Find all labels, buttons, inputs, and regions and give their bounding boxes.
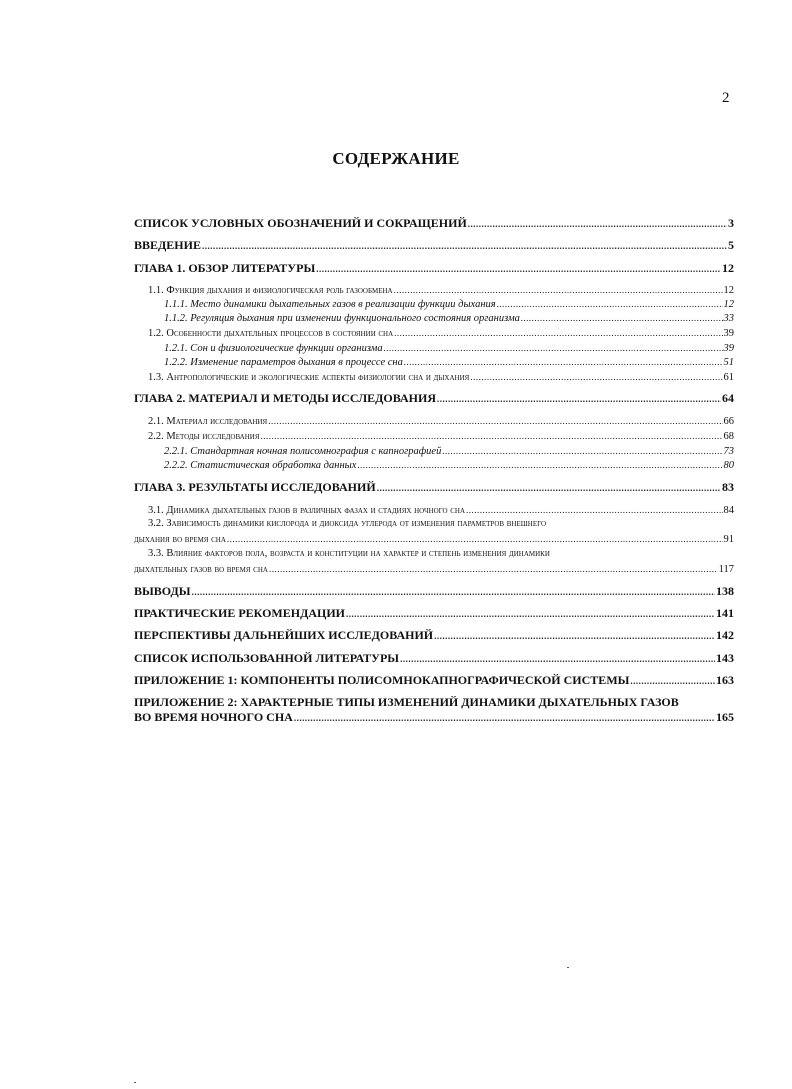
toc-entry-label: ПРИЛОЖЕНИЕ 1: КОМПОНЕНТЫ ПОЛИСОМНОКАПНОГРАФИЧЕСКОЙ СИСТЕМЫ	[134, 673, 630, 687]
toc-entry-section-3-2-line1: 3.2. Зависимость динамики кислорода и диоксида углерода от изменения параметров внешнего	[148, 518, 547, 529]
toc-entry-label: ГЛАВА 3. РЕЗУЛЬТАТЫ ИССЛЕДОВАНИЙ	[134, 480, 376, 494]
toc-entry-abbreviations	[134, 216, 734, 231]
toc-entry-section-1-1	[148, 283, 734, 298]
toc-entry-page: 12	[722, 261, 734, 275]
toc-entry-page: 91	[723, 534, 734, 545]
toc-entry-section-3-3-line1: 3.3. Влияние факторов пола, возраста и конституции на характер и степень изменения динамики	[148, 548, 550, 559]
dot-leader	[202, 239, 727, 253]
toc-entry-section-1-1-1	[164, 297, 734, 312]
toc-entry-label: 2.2. Методы исследования	[148, 431, 260, 442]
toc-entry-label: ПЕРСПЕКТИВЫ ДАЛЬНЕЙШИХ ИССЛЕДОВАНИЙ	[134, 628, 434, 642]
toc-entry-section-2-2-2	[164, 458, 734, 473]
toc-entry-page: 117	[718, 564, 734, 575]
toc-entry-intro	[134, 238, 734, 253]
toc-entry-conclusions	[134, 584, 734, 599]
toc-entry-label: 2.2.1. Стандартная ночная полисомнография с капнографией	[164, 446, 442, 457]
toc-entry-page: 142	[716, 628, 734, 642]
toc-entry-references	[134, 651, 734, 666]
toc-entry-page: 68	[723, 431, 734, 442]
toc-entry-page: 12	[723, 285, 734, 296]
toc-entry-section-1-2	[148, 326, 734, 341]
toc-entry-section-3-3	[134, 562, 734, 577]
toc-entry-chapter-3	[134, 480, 734, 495]
toc-entry-page: 61	[723, 372, 734, 383]
toc-entry-perspectives	[134, 628, 734, 643]
toc-entry-label: 3.1. Динамика дыхательных газов в различных фазах и стадиях ночного сна	[148, 505, 466, 516]
toc-entry-label: ВВЕДЕНИЕ	[134, 238, 201, 252]
dot-leader	[468, 217, 727, 231]
toc-entry-page: 64	[722, 391, 734, 405]
toc-entry-label: 1.1. Функция дыхания и физиологическая роль газообмена	[148, 285, 393, 296]
toc-entry-label: 1.3. Антропологические и экологические аспекты физиологии сна и дыхания	[148, 372, 470, 383]
toc-entry-label: ПРАКТИЧЕСКИЕ РЕКОМЕНДАЦИИ	[134, 606, 346, 620]
dot-leader	[466, 503, 722, 517]
dot-leader	[377, 481, 721, 495]
toc-entry-label: 1.1.1. Место динамики дыхательных газов в реализации функции дыхания	[164, 299, 496, 310]
toc-entry-section-3-2	[134, 532, 734, 547]
toc-entry-section-2-2-1	[164, 444, 734, 459]
dot-leader	[497, 297, 723, 311]
toc-entry-page: 73	[723, 446, 734, 457]
dot-leader	[261, 429, 723, 443]
toc-entry-label: ГЛАВА 1. ОБЗОР ЛИТЕРАТУРЫ	[134, 261, 316, 275]
page-number: 2	[722, 90, 730, 106]
dot-leader	[630, 674, 715, 688]
dot-leader	[268, 414, 722, 428]
toc-entry-section-1-3	[148, 370, 734, 385]
toc-entry-label: ВО ВРЕМЯ НОЧНОГО СНА	[134, 710, 293, 724]
toc-entry-appendix-2-line1: ПРИЛОЖЕНИЕ 2: ХАРАКТЕРНЫЕ ТИПЫ ИЗМЕНЕНИЙ ДИНАМИКИ ДЫХАТЕЛЬНЫХ ГАЗОВ	[134, 695, 679, 709]
toc-entry-page: 39	[723, 328, 734, 339]
dot-leader	[316, 262, 721, 276]
toc-entry-label: дыхательных газов во время сна	[134, 564, 268, 575]
dot-leader	[404, 355, 723, 369]
toc-entry-appendix-2	[134, 710, 734, 725]
toc-entry-page: 39	[723, 343, 734, 354]
toc-entry-page: 84	[723, 505, 734, 516]
toc-entry-page: 33	[723, 313, 734, 324]
dot-leader	[470, 370, 722, 384]
scan-speck	[134, 1082, 136, 1083]
toc-entry-chapter-2	[134, 391, 734, 406]
toc-entry-page: 12	[723, 299, 734, 310]
toc-entry-page: 83	[722, 480, 734, 494]
toc-entry-section-2-1	[148, 414, 734, 429]
toc-entry-recommendations	[134, 606, 734, 621]
toc-entry-page: 51	[723, 357, 734, 368]
toc-entry-label: 2.1. Материал исследования	[148, 416, 268, 427]
dot-leader	[357, 458, 722, 472]
dot-leader	[442, 444, 722, 458]
toc-entry-label: 2.2.2. Статистическая обработка данных	[164, 460, 357, 471]
toc-entry-label: 1.2. Особенности дыхательных процессов в состоянии сна	[148, 328, 394, 339]
toc-entry-section-1-2-2	[164, 355, 734, 370]
toc-entry-page: 5	[728, 238, 734, 252]
toc-entry-page: 3	[728, 216, 734, 230]
dot-leader	[437, 392, 721, 406]
scan-speck	[567, 967, 569, 968]
dot-leader	[294, 711, 715, 725]
dot-leader	[521, 311, 723, 325]
dot-leader	[400, 652, 715, 666]
toc-entry-label: ВЫВОДЫ	[134, 584, 191, 598]
dot-leader	[192, 585, 715, 599]
dot-leader	[227, 532, 723, 546]
dot-leader	[394, 326, 722, 340]
toc-entry-section-3-1	[148, 503, 734, 518]
toc-entry-section-1-2-1	[164, 341, 734, 356]
toc-entry-page: 66	[723, 416, 734, 427]
toc-entry-label: СПИСОК УСЛОВНЫХ ОБОЗНАЧЕНИЙ И СОКРАЩЕНИЙ	[134, 216, 467, 230]
toc-entry-label: ГЛАВА 2. МАТЕРИАЛ И МЕТОДЫ ИССЛЕДОВАНИЯ	[134, 391, 436, 405]
toc-entry-label: дыхания во время сна	[134, 534, 226, 545]
toc-entry-label: 1.1.2. Регуляция дыхания при изменении функционального состояния организма	[164, 313, 520, 324]
toc-entry-page: 80	[723, 460, 734, 471]
toc-entry-section-2-2	[148, 429, 734, 444]
toc-entry-page: 141	[716, 606, 734, 620]
toc-entry-section-1-1-2	[164, 311, 734, 326]
toc-entry-page: 163	[716, 673, 734, 687]
dot-leader	[346, 607, 715, 621]
toc-entry-page: 143	[716, 651, 734, 665]
toc-entry-chapter-1	[134, 261, 734, 276]
dot-leader	[384, 341, 723, 355]
toc-entry-appendix-1	[134, 673, 734, 688]
toc-entry-label: 1.2.2. Изменение параметров дыхания в процессе сна	[164, 357, 403, 368]
page-title: СОДЕРЖАНИЕ	[332, 149, 460, 168]
dot-leader	[269, 562, 718, 576]
dot-leader	[394, 283, 723, 297]
toc-entry-label: СПИСОК ИСПОЛЬЗОВАННОЙ ЛИТЕРАТУРЫ	[134, 651, 400, 665]
toc-entry-page: 165	[716, 710, 734, 724]
toc-entry-page: 138	[716, 584, 734, 598]
toc-entry-label: 1.2.1. Сон и физиологические функции организма	[164, 343, 383, 354]
dot-leader	[434, 629, 715, 643]
